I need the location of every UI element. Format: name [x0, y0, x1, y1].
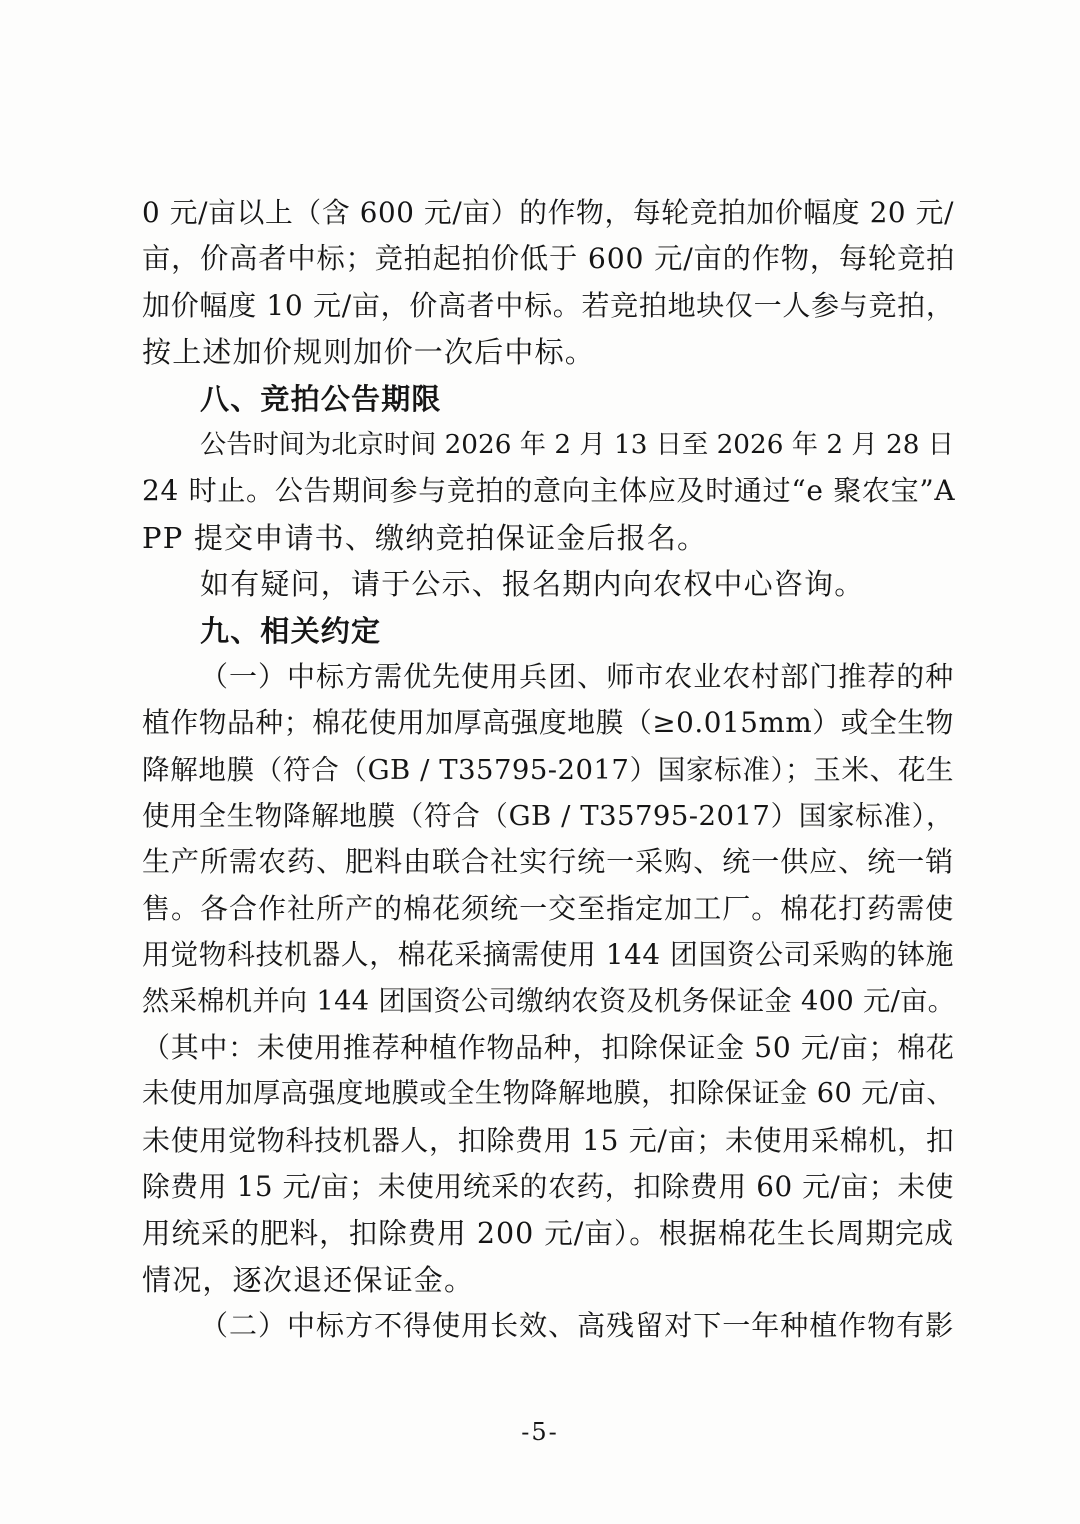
text-line: 生产所需农药、肥料由联合社实行统一采购、统一供应、统一销	[142, 845, 954, 879]
text-line: 情况，逐次退还保证金。	[142, 1262, 475, 1297]
text-line: 按上述加价规则加价一次后中标。	[142, 335, 596, 370]
page-number: -5-	[521, 1418, 559, 1446]
text-line: （二）中标方不得使用长效、高残留对下一年种植作物有影	[200, 1309, 954, 1343]
section-heading-8: 八、竞拍公告期限	[200, 381, 442, 416]
document-body	[142, 190, 954, 1350]
text-line: 降解地膜（符合（GB / T35795-2017）国家标准）；玉米、花生	[142, 753, 954, 786]
text-line: 使用全生物降解地膜（符合（GB / T35795-2017）国家标准），	[142, 800, 954, 833]
text-line: 售。各合作社所产的棉花须统一交至指定加工厂。棉花打药需使	[142, 891, 954, 925]
text-line: 然采棉机并向 144 团国资公司缴纳农资及机务保证金 400 元/亩。	[142, 985, 956, 1017]
text-line: 公告时间为北京时间 2026 年 2 月 13 日至 2026 年 2 月 28 日	[200, 429, 954, 460]
text-line: 24 时止。公告期间参与竞拍的意向主体应及时通过“e 聚农宝”A	[142, 474, 956, 508]
text-line: 加价幅度 10 元/亩，价高者中标。若竞拍地块仅一人参与竞拍，	[142, 288, 955, 322]
text-line: （一）中标方需优先使用兵团、师市农业农村部门推荐的种	[200, 659, 954, 693]
text-line: 未使用加厚高强度地膜或全生物降解地膜，扣除保证金 60 元/亩、	[142, 1078, 954, 1110]
text-line: 除费用 15 元/亩；未使用统采的农药，扣除费用 60 元/亩；未使	[142, 1170, 954, 1204]
section-heading-9: 九、相关约定	[200, 613, 382, 648]
text-line: 亩，价高者中标；竞拍起拍价低于 600 元/亩的作物，每轮竞拍	[142, 242, 956, 276]
text-line: （其中：未使用推荐种植作物品种，扣除保证金 50 元/亩；棉花	[142, 1031, 955, 1065]
text-line: 如有疑问，请于公示、报名期内向农权中心咨询。	[200, 567, 865, 602]
text-line: 用觉物科技机器人，棉花采摘需使用 144 团国资公司采购的钵施	[142, 938, 954, 972]
text-line: PP 提交申请书、缴纳竞拍保证金后报名。	[142, 520, 708, 555]
text-line: 未使用觉物科技机器人，扣除费用 15 元/亩；未使用采棉机，扣	[142, 1123, 955, 1157]
text-line: 0 元/亩以上（含 600 元/亩）的作物，每轮竞拍加价幅度 20 元/	[142, 196, 954, 229]
text-line: 用统采的肥料，扣除费用 200 元/亩）。根据棉花生长周期完成	[142, 1216, 954, 1250]
text-line: 植作物品种；棉花使用加厚高强度地膜（≥0.015mm）或全生物	[142, 706, 954, 740]
